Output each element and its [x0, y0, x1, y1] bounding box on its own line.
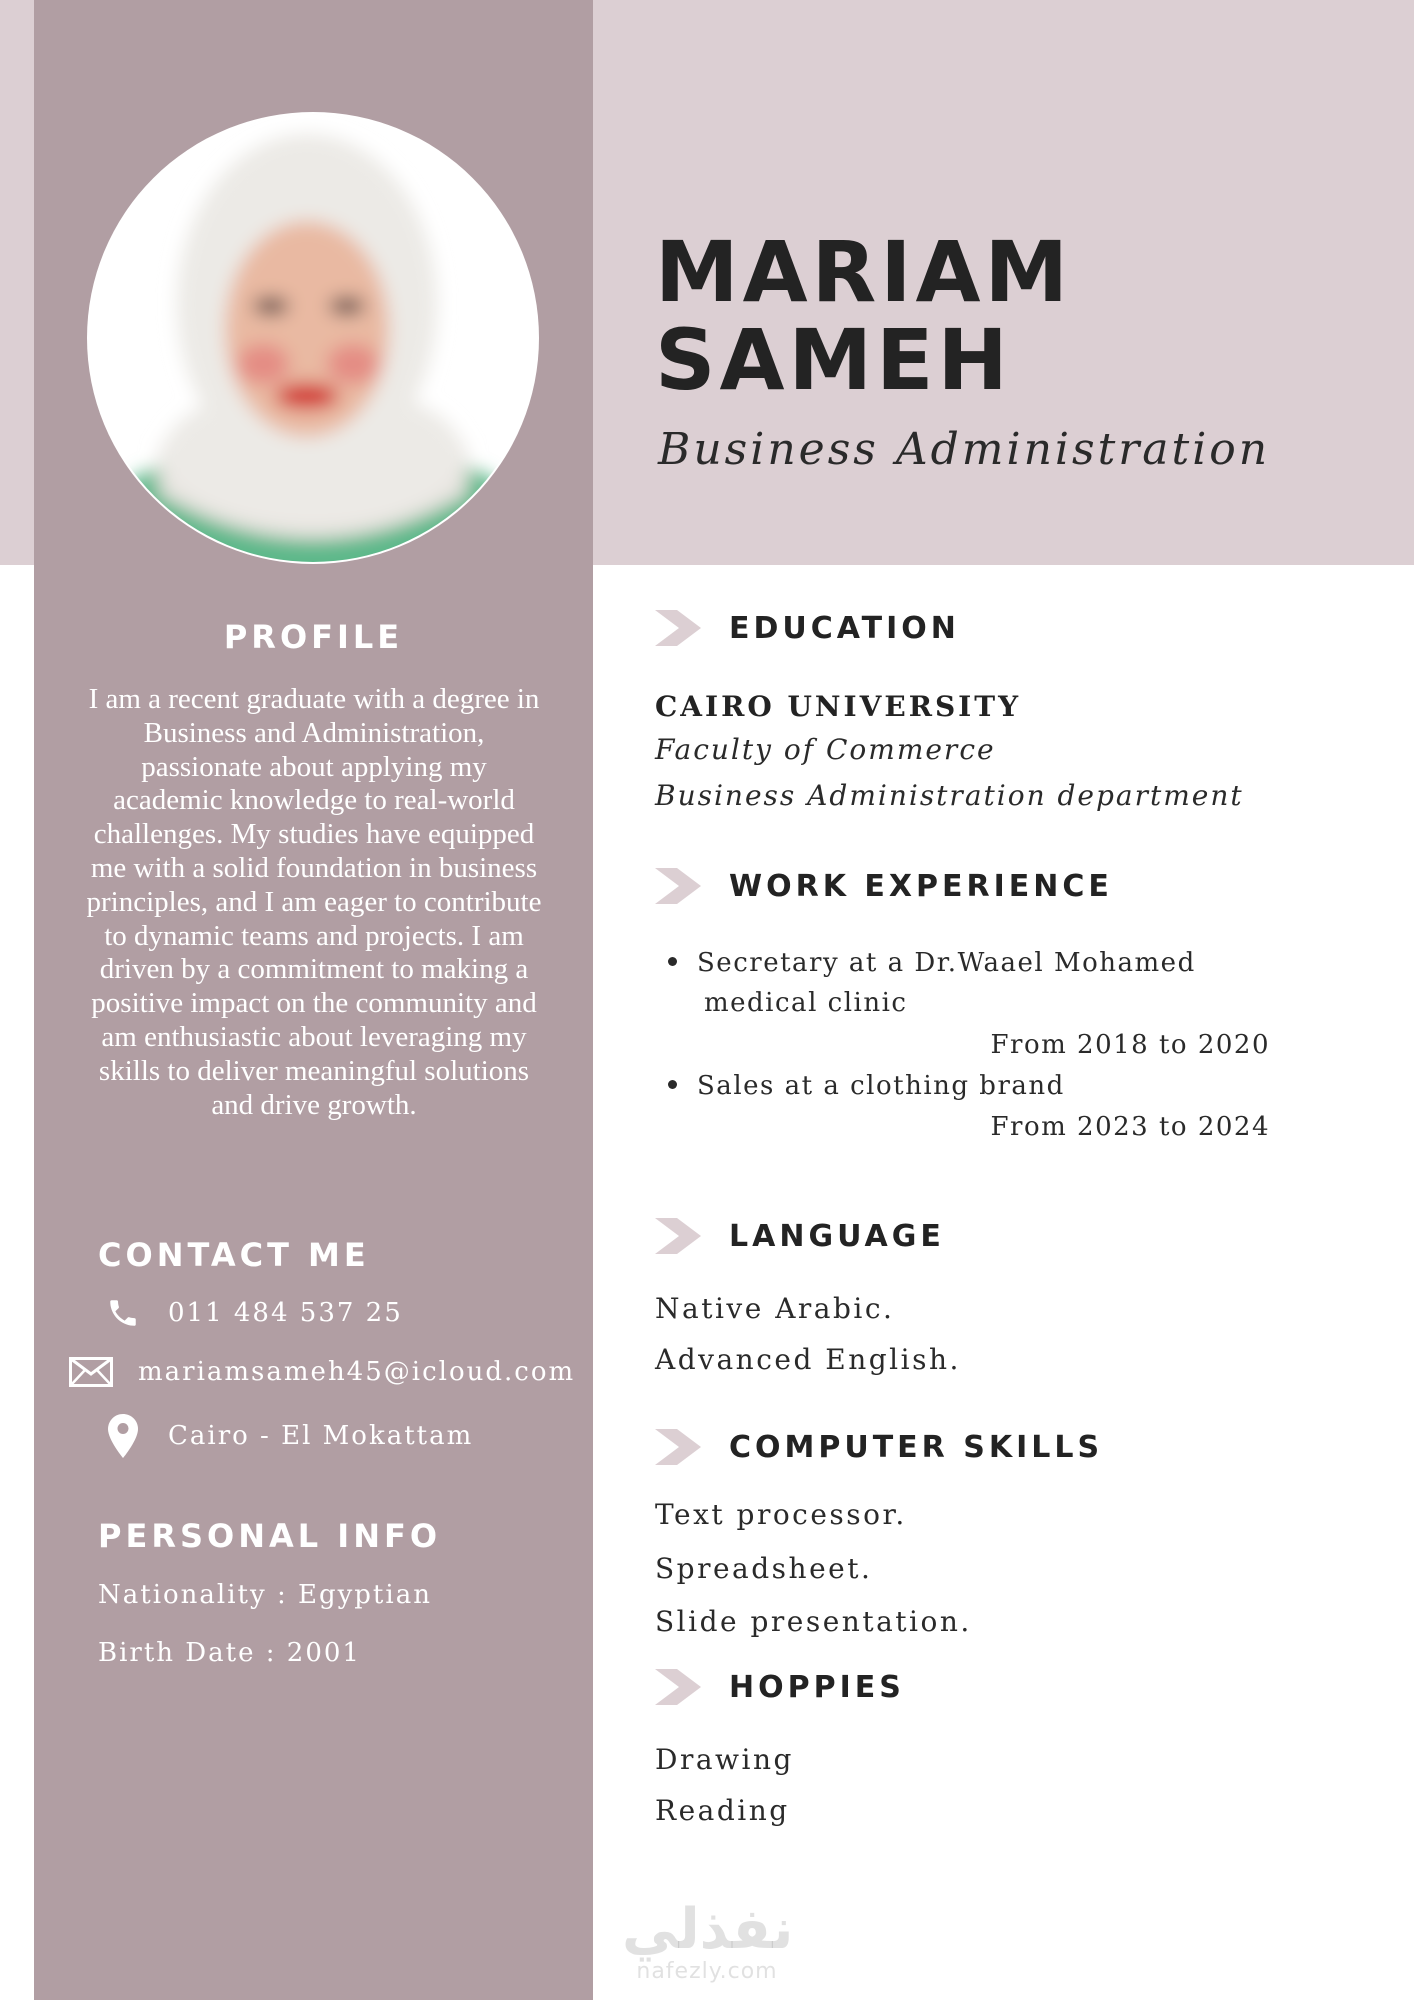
nationality: Nationality : Egyptian [98, 1580, 432, 1610]
first-name: MARIAM [655, 223, 1073, 321]
hobby-item: Drawing [655, 1743, 794, 1776]
language-item: Advanced English. [655, 1343, 961, 1376]
chevron-right-icon [655, 868, 701, 904]
last-name: SAMEH [655, 311, 1012, 409]
portrait-illustration [89, 114, 537, 562]
chevron-right-icon [655, 1218, 701, 1254]
chevron-right-icon [655, 610, 701, 646]
birth-date: Birth Date : 2001 [98, 1638, 361, 1668]
job-period: From 2018 to 2020 [990, 1030, 1270, 1060]
contact-email[interactable]: mariamsameh45@icloud.com [138, 1357, 576, 1387]
job-title-continued: medical clinic [704, 988, 908, 1018]
department: Business Administration department [655, 779, 1244, 812]
work-experience-heading [655, 868, 1113, 904]
education-title: EDUCATION [729, 610, 960, 646]
language-heading [655, 1218, 945, 1254]
faculty: Faculty of Commerce [655, 733, 996, 766]
contact-heading: CONTACT ME [98, 1236, 370, 1274]
profile-heading: PROFILE [223, 618, 404, 656]
contact-phone-row [104, 1296, 403, 1330]
contact-location: Cairo - El Mokattam [168, 1421, 474, 1451]
chevron-right-icon [655, 1429, 701, 1465]
job-title: Sales at a clothing brand [697, 1071, 1065, 1101]
language-item: Native Arabic. [655, 1292, 895, 1325]
job-item [668, 948, 1196, 978]
job-period: From 2023 to 2024 [990, 1112, 1270, 1142]
profile-photo [89, 114, 537, 562]
personal-info-heading: PERSONAL INFO [98, 1517, 442, 1555]
hobbies-title: HOPPIES [729, 1669, 905, 1705]
contact-phone[interactable]: 011 484 537 25 [168, 1298, 403, 1328]
location-pin-icon [106, 1414, 140, 1458]
work-experience-title: WORK EXPERIENCE [729, 868, 1113, 904]
computer-skills-title: COMPUTER SKILLS [729, 1429, 1104, 1465]
university-name: CAIRO UNIVERSITY [655, 690, 1022, 723]
education-heading [655, 610, 960, 646]
watermark-latin: nafezly.com [636, 1959, 778, 1984]
phone-icon [104, 1296, 142, 1330]
contact-location-row [106, 1414, 473, 1458]
job-title: Secretary at a Dr.Waael Mohamed [697, 948, 1196, 978]
profile-text: I am a recent graduate with a degree in Business and Administration, passionate about applying my academic knowledge to real-world challenges. My studies have equipped me with a solid foundation in business principles, and I am eager to contribute to dynamic teams and projects. I am driven by a commitment to making a positive impact on the community and am enthusiastic about leveraging my skills to deliver meaningful solutions and drive growth. [86, 683, 542, 1121]
computer-skills-heading [655, 1429, 1103, 1465]
watermark-arabic: نفذلي [622, 1897, 794, 1962]
job-item [668, 1071, 1065, 1101]
watermark [622, 1897, 794, 1984]
candidate-role: Business Administration [658, 424, 1271, 475]
hobbies-heading [655, 1669, 905, 1705]
hobby-item: Reading [655, 1794, 790, 1827]
chevron-right-icon [655, 1669, 701, 1705]
language-title: LANGUAGE [729, 1218, 945, 1254]
contact-email-row [68, 1357, 575, 1387]
envelope-icon [68, 1357, 114, 1387]
candidate-name [655, 223, 1073, 409]
skill-item: Spreadsheet. [655, 1552, 873, 1585]
skill-item: Text processor. [655, 1498, 907, 1531]
bullet-icon [668, 1080, 677, 1089]
bullet-icon [668, 957, 677, 966]
skill-item: Slide presentation. [655, 1605, 972, 1638]
